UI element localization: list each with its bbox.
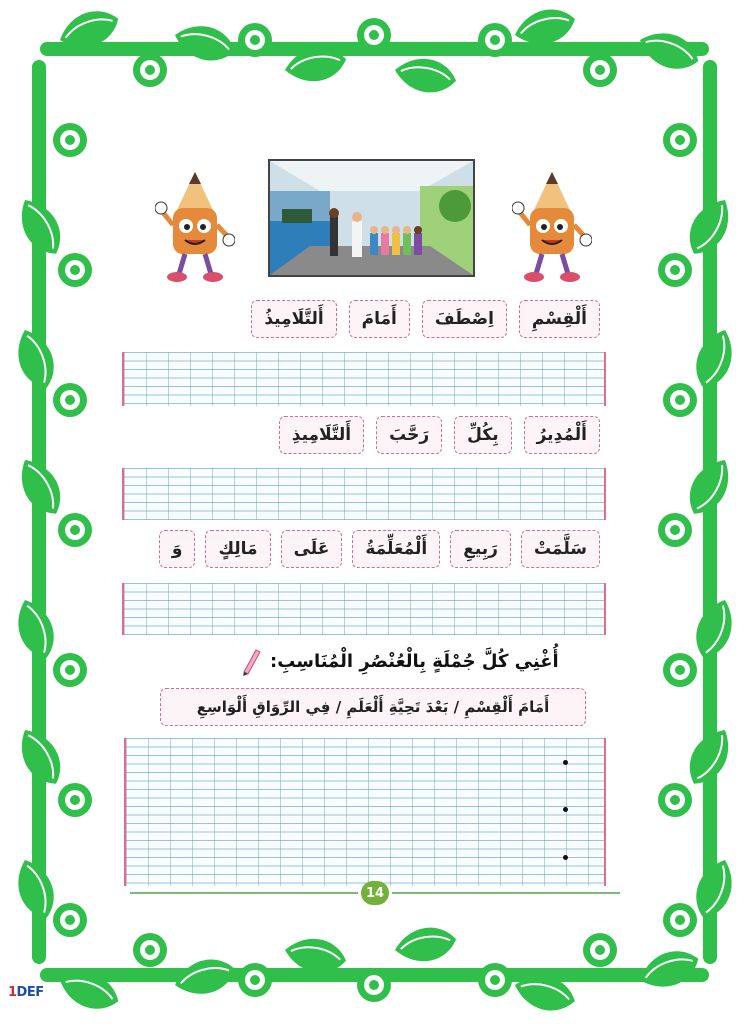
word-chip[interactable]: أَلتَّلَامِيذُ	[251, 300, 336, 338]
word-chip[interactable]: سَلَّمَتْ	[521, 530, 600, 568]
instruction-text: أُغْنِي كُلَّ جُمْلَةٍ بِالْعُنْصُرِ الْمُنَاسِبِ:	[270, 650, 559, 672]
options-box: أَمَامَ أَلْقِسْمِ / بَعْدَ تَحِيَّةِ أَلْعَلَمِ / فِي الرِّوَاقِ أَلْوَاسِعِ	[160, 688, 586, 726]
exercise-instruction	[240, 646, 590, 676]
word-chip[interactable]: بِكُلِّ	[454, 416, 511, 454]
word-chip[interactable]: أَلْمُعَلِّمَةُ	[352, 530, 440, 568]
word-chip[interactable]: أَلْمُدِيرُ	[524, 416, 600, 454]
pencil-mascot-icon	[155, 170, 235, 285]
writing-lines-3[interactable]	[122, 583, 606, 635]
writing-lines-2[interactable]	[122, 468, 606, 520]
word-chip-row-3	[120, 530, 600, 572]
word-chip[interactable]: اِصْطَفَ	[422, 300, 507, 338]
writing-lines-1[interactable]	[122, 352, 606, 406]
footer-line	[392, 892, 620, 894]
bullet-point	[563, 760, 568, 765]
word-chip[interactable]: أَمَامَ	[349, 300, 410, 338]
word-chip[interactable]: وَ	[159, 530, 196, 568]
word-chip[interactable]: عَلَى	[281, 530, 343, 568]
word-chip-row-2	[120, 416, 600, 458]
footer-line	[130, 892, 358, 894]
publisher-logo: 1DEF	[8, 985, 44, 1000]
writing-area[interactable]	[124, 738, 606, 886]
pencil-mascot-icon	[512, 170, 592, 285]
word-chip[interactable]: رَحَّبَ	[376, 416, 442, 454]
word-chip[interactable]: أَلتَّلَامِيذِ	[279, 416, 364, 454]
school-corridor-illustration	[268, 159, 475, 277]
page-number: 14	[361, 881, 389, 905]
bullet-point	[563, 855, 568, 860]
word-chip[interactable]: رَبِيعِ	[450, 530, 511, 568]
word-chip-row-1	[120, 300, 600, 342]
bullet-point	[563, 807, 568, 812]
word-chip[interactable]: أَلْقِسْمِ	[519, 300, 600, 338]
word-chip[interactable]: مَالِكٍ	[205, 530, 270, 568]
pen-icon	[240, 646, 262, 676]
